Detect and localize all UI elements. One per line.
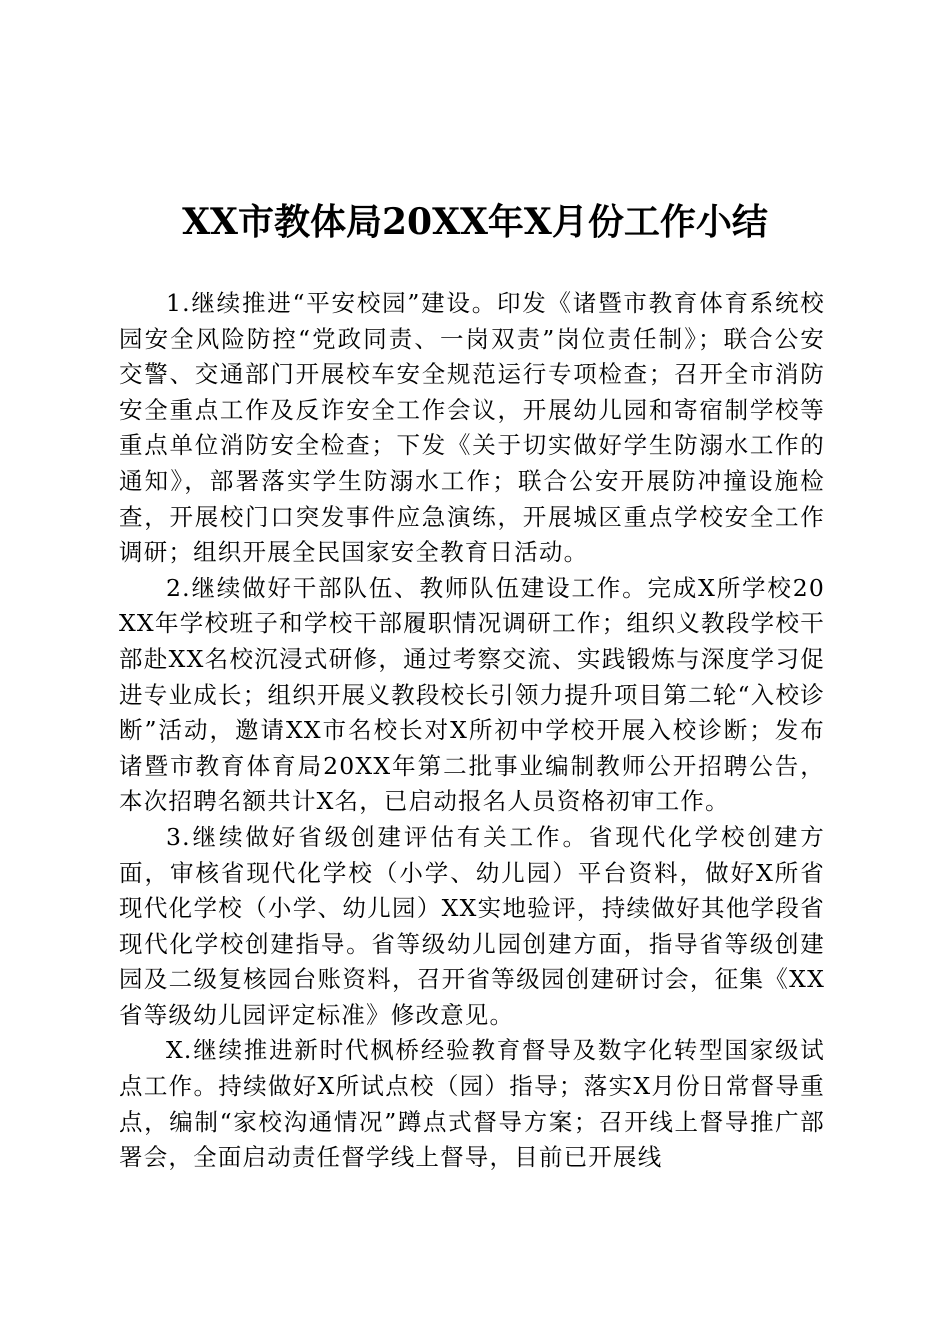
document-body (119, 286, 825, 1176)
paragraph-safe-campus: 1.继续推进“平安校园”建设。印发《诸暨市教育体育系统校园安全风险防控“党政同责、一岗双责”岗位责任制》；联合公安交警、交通部门开展校车安全规范运行专项检查；召开全市消防安全重点工作及反诈安全工作会议，开展幼儿园和寄宿制学校等重点单位消防安全检查；下发《关于切实做好学生防溺水工作的通知》，部署落实学生防溺水工作；联合公安开展防冲撞设施检查，开展校门口突发事件应急演练，开展城区重点学校安全工作调研；组织开展全民国家安全教育日活动。 (119, 289, 825, 567)
paragraph-provincial-evaluation: 3.继续做好省级创建评估有关工作。省现代化学校创建方面，审核省现代化学校（小学、幼儿园）平台资料，做好X所省现代化学校（小学、幼儿园）XX实地验评，持续做好其他学段省现代化学校创建指导。省等级幼儿园创建方面，指导省等级创建园及二级复核园台账资料，召开省等级园创建研讨会，征集《XX省等级幼儿园评定标准》修改意见。 (119, 822, 825, 1029)
paragraph-education-supervision: X.继续推进新时代枫桥经验教育督导及数字化转型国家级试点工作。持续做好X所试点校（园）指导；落实X月份日常督导重点，编制“家校沟通情况”蹲点式督导方案；召开线上督导推广部署会，全面启动责任督学线上督导，目前已开展线 (119, 1036, 825, 1172)
document-title: XX市教体局20XX年X月份工作小结 (182, 201, 768, 243)
paragraph-staff-building: 2.继续做好干部队伍、教师队伍建设工作。完成X所学校20XX年学校班子和学校干部履职情况调研工作；组织义教段学校干部赴XX名校沉浸式研修，通过考察交流、实践锻炼与深度学习促进专业成长；组织开展义教段校长引领力提升项目第二轮“入校诊断”活动，邀请XX市名校长对X所初中学校开展入校诊断；发布诸暨市教育体育局20XX年第二批事业编制教师公开招聘公告，本次招聘名额共计X名，已启动报名人员资格初审工作。 (119, 573, 825, 816)
